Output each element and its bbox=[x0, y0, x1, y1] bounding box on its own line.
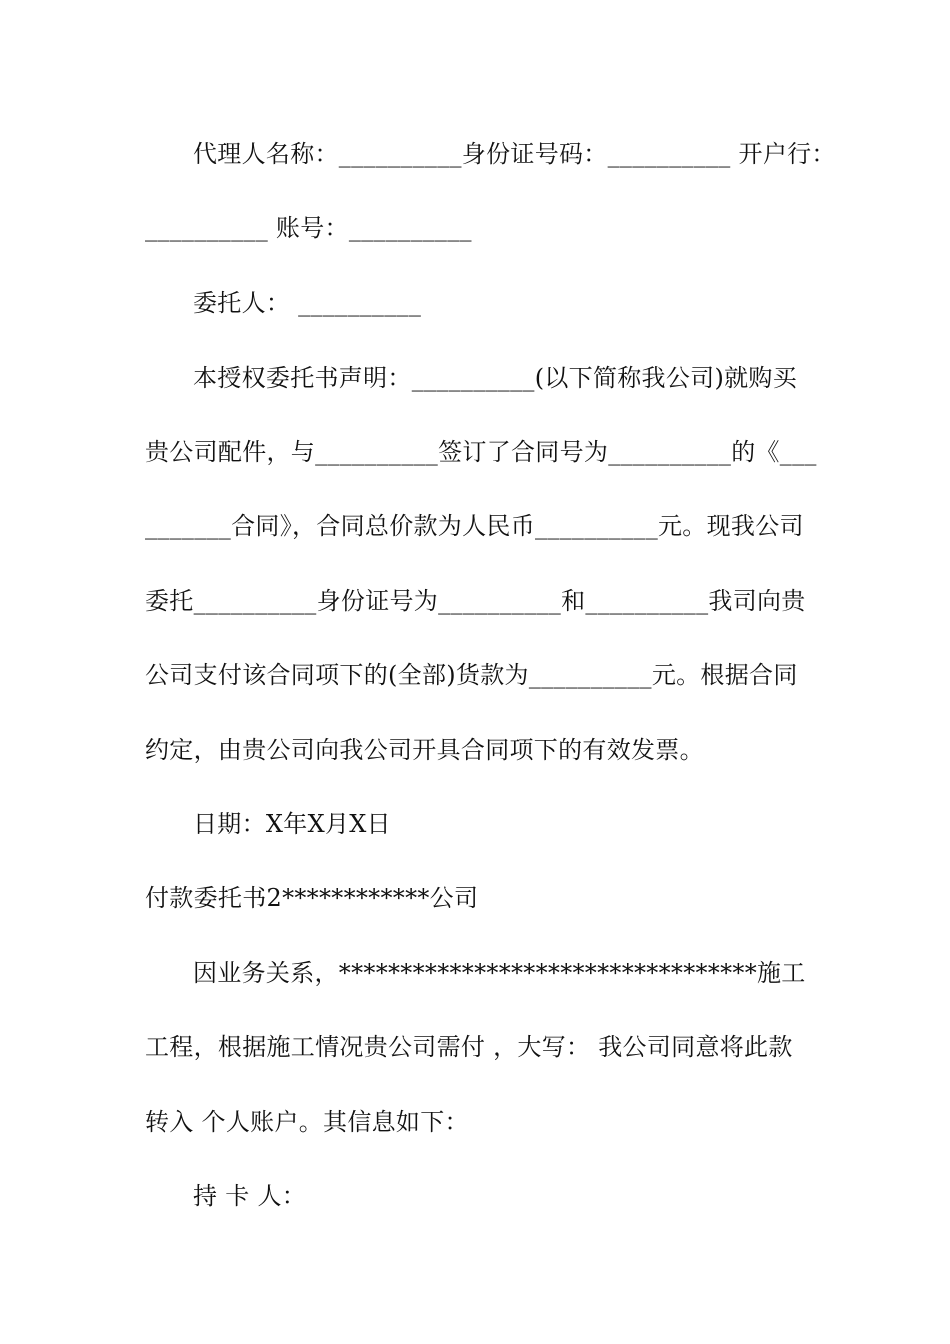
statement-line-6: 约定，由贵公司向我公司开具合同项下的有效发票。 bbox=[145, 736, 704, 764]
statement-line-4: 委托__________身份证号为__________和__________我司向贵 bbox=[145, 587, 806, 615]
statement-line-1: 本授权委托书声明：__________(以下简称我公司)就购买 bbox=[193, 364, 798, 392]
cardholder-line: 持 卡 人： bbox=[193, 1182, 307, 1210]
statement-line-3: _______合同》，合同总价款为人民币__________元。现我公司 bbox=[145, 512, 804, 540]
statement-line-5: 公司支付该合同项下的(全部)货款为__________元。根据合同 bbox=[145, 661, 798, 689]
body-line-3: 转入 个人账户。其信息如下： bbox=[145, 1108, 469, 1136]
body-line-2: 工程，根据施工情况贵公司需付 ，大写： 我公司同意将此款 bbox=[145, 1033, 793, 1061]
principal-line: 委托人： __________ bbox=[193, 289, 422, 317]
section-heading: 付款委托书2************公司 bbox=[145, 884, 479, 912]
body-line-1: 因业务关系，**********************************施工 bbox=[193, 959, 806, 987]
agent-info-line: 代理人名称：__________身份证号码：__________ 开户行： bbox=[193, 140, 836, 168]
date-line: 日期：X年X月X日 bbox=[193, 810, 391, 838]
account-line: __________ 账号：__________ bbox=[145, 214, 472, 242]
statement-line-2: 贵公司配件，与__________签订了合同号为__________的《___ bbox=[145, 438, 817, 466]
